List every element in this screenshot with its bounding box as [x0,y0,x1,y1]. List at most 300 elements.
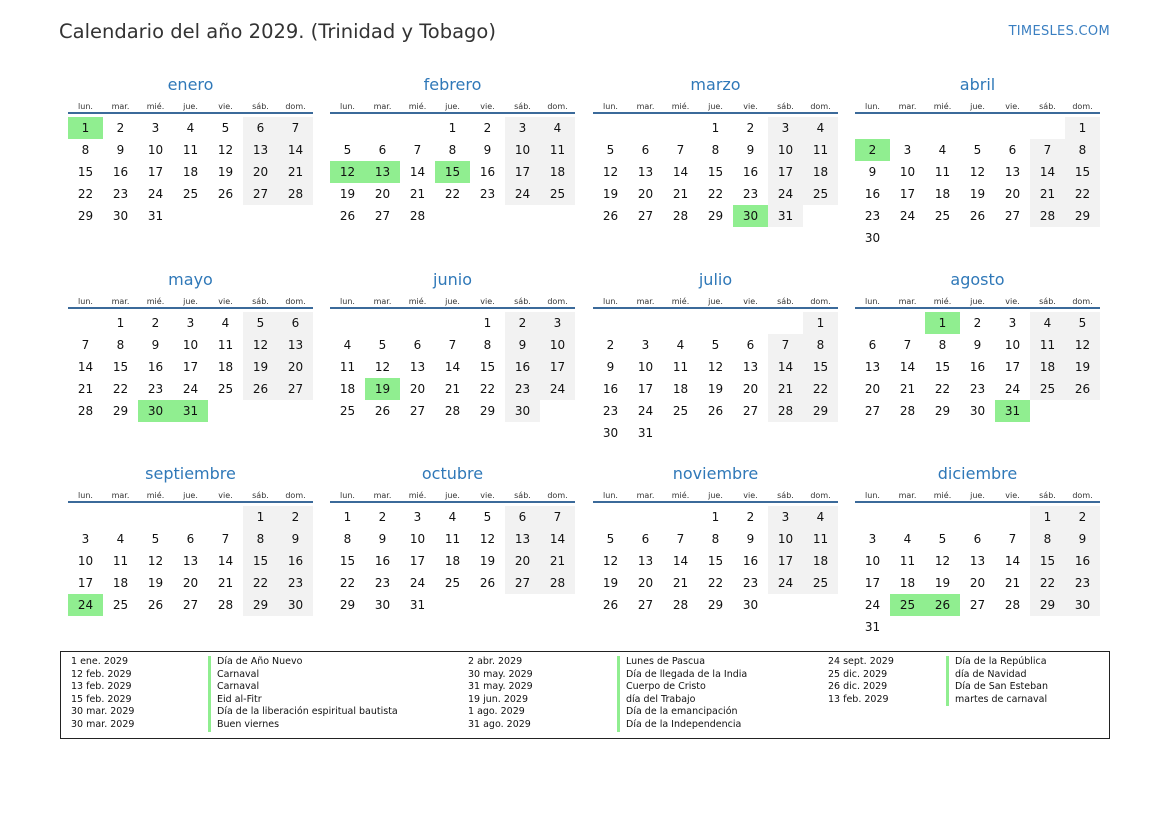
day-cell: 30 [602,426,619,440]
day-cell: 8 [803,334,838,356]
weekday-label: mié. [933,491,952,500]
month-divider [330,501,575,503]
day-cell: 20 [374,187,391,201]
month-julio [593,270,838,450]
day-cell: 25 [217,382,234,396]
day-cell: 17 [637,382,654,396]
legend-date: 30 may. 2029 [468,668,533,680]
day-cell: 23 [479,187,496,201]
day-cell: 25 [540,183,575,205]
day-cell: 12 [602,165,619,179]
day-cell: 16 [112,165,129,179]
day-cell: 17 [147,165,164,179]
day-cell: 2 [278,506,313,528]
day-cell: 4 [116,532,125,546]
weekday-label: lun. [865,491,880,500]
holiday-cell: 19 [365,378,400,400]
holiday-cell: 2 [855,139,890,161]
weekday-label: sáb. [514,297,531,306]
day-cell: 24 [768,572,803,594]
legend-date: 31 may. 2029 [468,681,533,693]
weekday-label: vie. [1005,297,1020,306]
day-cell: 7 [676,532,685,546]
day-cell: 24 [505,183,540,205]
legend-holiday-name: Día de San Esteban [946,681,1048,694]
weekday-label: dom. [285,102,306,111]
weekday-label: lun. [603,297,618,306]
holiday-cell: 31 [173,400,208,422]
weekday-label: mar. [373,102,392,111]
day-cell: 5 [938,532,947,546]
month-name: septiembre [145,464,236,483]
day-cell: 7 [1030,139,1065,161]
day-cell: 29 [1065,205,1100,227]
day-cell: 22 [707,576,724,590]
weekday-label: sáb. [1039,102,1056,111]
weekday-label: mar. [373,297,392,306]
day-cell: 25 [934,209,951,223]
day-cell: 2 [378,510,387,524]
day-cell: 4 [186,121,195,135]
day-cell: 9 [606,360,615,374]
weekday-label: sáb. [252,491,269,500]
day-cell: 28 [77,404,94,418]
weekday-label: sáb. [252,102,269,111]
day-cell: 2 [606,338,615,352]
day-cell: 23 [147,382,164,396]
day-cell: 7 [540,506,575,528]
day-cell: 12 [243,334,278,356]
day-cell: 13 [243,139,278,161]
day-cell: 25 [112,598,129,612]
day-cell: 18 [339,382,356,396]
day-cell: 14 [899,360,916,374]
legend-date: 2 abr. 2029 [468,656,523,667]
weekday-label: vie. [480,491,495,500]
month-divider [330,112,575,114]
day-cell: 1 [711,121,720,135]
day-cell: 24 [899,209,916,223]
weekday-label: vie. [743,297,758,306]
day-cell: 5 [151,532,160,546]
day-cell: 14 [540,528,575,550]
day-cell: 2 [116,121,125,135]
day-cell: 1 [116,316,125,330]
weekday-label: sáb. [514,491,531,500]
weekday-label: mié. [408,491,427,500]
month-name: marzo [690,75,741,94]
day-cell: 31 [864,620,881,634]
month-divider [593,307,838,309]
day-cell: 14 [1030,161,1065,183]
day-cell: 18 [803,161,838,183]
day-cell: 25 [803,572,838,594]
weekday-label: mié. [933,102,952,111]
day-cell: 3 [186,316,195,330]
day-cell: 3 [413,510,422,524]
day-cell: 28 [540,572,575,594]
weekday-label: mar. [111,102,130,111]
day-cell: 21 [768,378,803,400]
month-divider [855,307,1100,309]
legend-date: 19 jun. 2029 [468,693,529,705]
day-cell: 30 [278,594,313,616]
day-cell: 22 [803,378,838,400]
day-cell: 1 [711,510,720,524]
day-cell: 29 [243,594,278,616]
day-cell: 5 [711,338,720,352]
day-cell: 6 [378,143,387,157]
day-cell: 18 [217,360,234,374]
day-cell: 20 [243,161,278,183]
day-cell: 28 [768,400,803,422]
day-cell: 6 [1008,143,1017,157]
month-divider [593,112,838,114]
weekday-label: sáb. [777,297,794,306]
day-cell: 7 [278,117,313,139]
weekday-label: mar. [636,491,655,500]
day-cell: 28 [1030,205,1065,227]
holiday-cell: 26 [925,594,960,616]
day-cell: 22 [707,187,724,201]
day-cell: 6 [505,506,540,528]
day-cell: 29 [479,404,496,418]
month-divider [68,501,313,503]
month-noviembre [593,464,838,644]
day-cell: 20 [1004,187,1021,201]
day-cell: 15 [803,356,838,378]
weekday-label: mié. [408,102,427,111]
day-cell: 20 [505,550,540,572]
day-cell: 19 [339,187,356,201]
day-cell: 28 [899,404,916,418]
weekday-label: jue. [708,102,723,111]
day-cell: 27 [374,209,391,223]
legend-holiday-name: día de Navidad [946,669,1026,682]
day-cell: 17 [768,161,803,183]
legend-holiday-name: Carnaval [208,669,259,682]
month-abril [855,75,1100,255]
day-cell: 14 [768,356,803,378]
legend-holiday-name: Eid al-Fitr [208,694,262,707]
day-cell: 21 [77,382,94,396]
day-cell: 11 [899,554,916,568]
day-cell: 2 [151,316,160,330]
day-cell: 9 [116,143,125,157]
weekday-label: lun. [78,102,93,111]
day-cell: 9 [746,143,755,157]
day-cell: 10 [540,334,575,356]
weekday-label: mar. [898,491,917,500]
day-cell: 20 [637,576,654,590]
day-cell: 3 [540,312,575,334]
day-cell: 27 [243,183,278,205]
holiday-cell: 13 [365,161,400,183]
day-cell: 7 [81,338,90,352]
day-cell: 16 [278,550,313,572]
weekday-label: lun. [865,102,880,111]
day-cell: 15 [1030,550,1065,572]
day-cell: 12 [1065,334,1100,356]
day-cell: 2 [1065,506,1100,528]
month-name: febrero [423,75,482,94]
day-cell: 6 [186,532,195,546]
day-cell: 10 [77,554,94,568]
day-cell: 20 [864,382,881,396]
day-cell: 10 [147,143,164,157]
weekday-label: dom. [810,297,831,306]
day-cell: 6 [746,338,755,352]
month-name: mayo [168,270,213,289]
day-cell: 21 [672,187,689,201]
day-cell: 8 [448,143,457,157]
day-cell: 22 [339,576,356,590]
weekday-label: vie. [743,102,758,111]
day-cell: 8 [116,338,125,352]
month-divider [68,112,313,114]
legend-holiday-name: Día de Año Nuevo [208,656,302,669]
day-cell: 6 [641,143,650,157]
day-cell: 18 [1030,356,1065,378]
day-cell: 30 [374,598,391,612]
month-name: enero [167,75,214,94]
weekday-label: dom. [285,491,306,500]
day-cell: 5 [973,143,982,157]
day-cell: 9 [151,338,160,352]
day-cell: 20 [409,382,426,396]
day-cell: 27 [864,404,881,418]
day-cell: 1 [1030,506,1065,528]
weekday-label: sáb. [1039,297,1056,306]
weekday-label: mar. [373,491,392,500]
day-cell: 26 [243,378,278,400]
month-name: octubre [421,464,484,483]
day-cell: 1 [803,312,838,334]
weekday-label: dom. [1072,102,1093,111]
day-cell: 12 [479,532,496,546]
day-cell: 9 [868,165,877,179]
day-cell: 31 [409,598,426,612]
day-cell: 21 [672,576,689,590]
day-cell: 13 [1004,165,1021,179]
day-cell: 22 [444,187,461,201]
day-cell: 16 [742,554,759,568]
day-cell: 2 [483,121,492,135]
day-cell: 23 [1065,572,1100,594]
day-cell: 25 [672,404,689,418]
day-cell: 20 [182,576,199,590]
day-cell: 22 [1030,572,1065,594]
day-cell: 11 [112,554,129,568]
holiday-cell: 30 [733,205,768,227]
weekday-label: lun. [78,297,93,306]
day-cell: 12 [217,143,234,157]
day-cell: 19 [707,382,724,396]
weekday-label: lun. [78,491,93,500]
day-cell: 6 [243,117,278,139]
day-cell: 21 [444,382,461,396]
day-cell: 13 [505,528,540,550]
day-cell: 7 [413,143,422,157]
day-cell: 11 [672,360,689,374]
weekday-label: sáb. [514,102,531,111]
day-cell: 17 [864,576,881,590]
holiday-cell: 12 [330,161,365,183]
day-cell: 24 [409,576,426,590]
day-cell: 26 [602,598,619,612]
day-cell: 7 [448,338,457,352]
day-cell: 10 [505,139,540,161]
day-cell: 30 [969,404,986,418]
day-cell: 25 [803,183,838,205]
day-cell: 17 [899,187,916,201]
day-cell: 20 [278,356,313,378]
day-cell: 5 [1065,312,1100,334]
day-cell: 27 [182,598,199,612]
day-cell: 8 [938,338,947,352]
holiday-cell: 1 [68,117,103,139]
day-cell: 3 [81,532,90,546]
day-cell: 18 [803,550,838,572]
weekday-label: lun. [340,297,355,306]
legend-date: 13 feb. 2029 [828,693,889,705]
day-cell: 4 [938,143,947,157]
legend-holiday-name: día del Trabajo [617,694,695,707]
weekday-label: jue. [183,491,198,500]
holiday-cell: 31 [995,400,1030,422]
day-cell: 5 [343,143,352,157]
day-cell: 29 [934,404,951,418]
day-cell: 13 [637,165,654,179]
day-cell: 21 [278,161,313,183]
day-cell: 15 [934,360,951,374]
day-cell: 26 [969,209,986,223]
month-name: abril [959,75,996,94]
holiday-cell: 30 [138,400,173,422]
month-octubre [330,464,575,644]
day-cell: 21 [540,550,575,572]
day-cell: 18 [182,165,199,179]
holiday-legend [60,651,1110,739]
weekday-label: mié. [146,297,165,306]
day-cell: 1 [483,316,492,330]
day-cell: 17 [768,550,803,572]
month-name: agosto [950,270,1005,289]
day-cell: 4 [803,117,838,139]
day-cell: 15 [707,165,724,179]
day-cell: 27 [278,378,313,400]
day-cell: 7 [768,334,803,356]
weekday-label: mié. [671,297,690,306]
legend-date: 1 ago. 2029 [468,706,525,718]
weekday-label: sáb. [1039,491,1056,500]
day-cell: 24 [637,404,654,418]
legend-date: 25 dic. 2029 [828,668,888,680]
day-cell: 23 [374,576,391,590]
day-cell: 6 [973,532,982,546]
day-cell: 13 [969,554,986,568]
day-cell: 13 [864,360,881,374]
day-cell: 23 [742,187,759,201]
day-cell: 8 [711,532,720,546]
day-cell: 26 [602,209,619,223]
day-cell: 13 [182,554,199,568]
day-cell: 26 [374,404,391,418]
legend-holiday-name: Día de la liberación espiritual bautista [208,706,398,719]
day-cell: 27 [637,209,654,223]
day-cell: 25 [444,576,461,590]
month-divider [68,307,313,309]
day-cell: 28 [672,209,689,223]
day-cell: 30 [1065,594,1100,616]
weekday-label: jue. [970,102,985,111]
day-cell: 17 [505,161,540,183]
legend-date: 13 feb. 2029 [71,681,132,693]
weekday-label: jue. [445,491,460,500]
day-cell: 14 [278,139,313,161]
day-cell: 30 [505,400,540,422]
day-cell: 20 [742,382,759,396]
day-cell: 12 [969,165,986,179]
day-cell: 16 [374,554,391,568]
day-cell: 7 [221,532,230,546]
day-cell: 23 [969,382,986,396]
day-cell: 16 [1065,550,1100,572]
day-cell: 22 [1065,183,1100,205]
weekday-label: sáb. [777,491,794,500]
holiday-cell: 25 [890,594,925,616]
weekday-label: mar. [898,297,917,306]
weekday-label: dom. [810,102,831,111]
day-cell: 4 [448,510,457,524]
day-cell: 18 [444,554,461,568]
holiday-cell: 24 [68,594,103,616]
day-cell: 15 [77,165,94,179]
month-marzo [593,75,838,255]
weekday-label: dom. [285,297,306,306]
legend-date: 31 ago. 2029 [468,719,531,730]
legend-date: 30 mar. 2029 [71,706,135,718]
day-cell: 8 [243,528,278,550]
day-cell: 23 [742,576,759,590]
weekday-label: mar. [111,297,130,306]
day-cell: 19 [602,576,619,590]
day-cell: 20 [969,576,986,590]
day-cell: 16 [505,356,540,378]
month-diciembre [855,464,1100,644]
legend-date: 1 ene. 2029 [71,656,128,667]
weekday-label: lun. [340,102,355,111]
weekday-label: mié. [671,102,690,111]
day-cell: 17 [1004,360,1021,374]
day-cell: 5 [243,312,278,334]
weekday-label: mié. [146,491,165,500]
day-cell: 26 [217,187,234,201]
day-cell: 14 [672,554,689,568]
legend-holiday-name: Día de la Independencia [617,719,741,732]
day-cell: 21 [1030,183,1065,205]
day-cell: 9 [746,532,755,546]
brand-link[interactable]: TIMESLES.COM [1008,24,1110,39]
weekday-label: mar. [636,102,655,111]
day-cell: 13 [409,360,426,374]
day-cell: 11 [1030,334,1065,356]
day-cell: 26 [707,404,724,418]
day-cell: 26 [339,209,356,223]
day-cell: 4 [221,316,230,330]
day-cell: 31 [637,426,654,440]
day-cell: 29 [707,598,724,612]
